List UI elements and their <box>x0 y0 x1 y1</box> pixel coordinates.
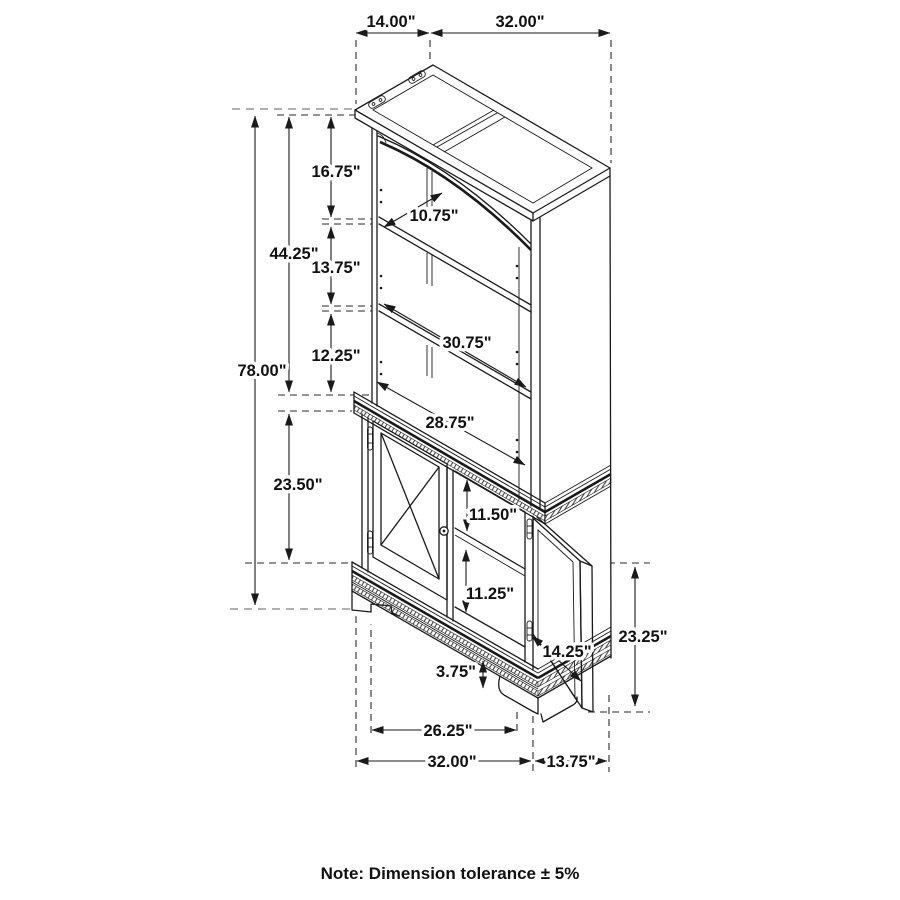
side-bracket-foot <box>541 697 577 722</box>
door-knob <box>440 527 448 535</box>
dim-label-overall-height: 78.00" <box>237 362 287 380</box>
dim-label-shelf-width: 30.75" <box>442 334 492 352</box>
dim-label-upper-opening: 16.75" <box>311 163 361 181</box>
dim-label-overall-width: 32.00" <box>427 753 477 771</box>
dim-label-base-top-width: 28.75" <box>425 414 475 432</box>
dim-label-door-width: 14.25" <box>542 643 592 661</box>
dim-label-middle-shelf: 13.75" <box>311 259 361 277</box>
dim-label-shelf-depth: 10.75" <box>409 207 459 225</box>
dim-label-top-width: 32.00" <box>495 13 545 31</box>
dim-label-hutch-height: 44.25" <box>269 245 319 263</box>
dim-label-top-depth: 14.00" <box>366 13 416 31</box>
dim-label-lower-spacing: 11.25" <box>465 585 515 603</box>
dim-label-door-projection: 13.75" <box>546 753 596 771</box>
dim-label-door-height: 23.25" <box>618 628 668 646</box>
dim-label-base-height: 23.50" <box>273 476 323 494</box>
dim-label-lower-shelf: 12.25" <box>311 347 361 365</box>
cabinet-fills <box>352 65 611 716</box>
dim-label-feet-inner-width: 26.25" <box>423 722 473 740</box>
dim-label-upper-spacing: 11.50" <box>468 506 518 524</box>
dim-label-plinth-height: 3.75" <box>436 663 476 681</box>
tolerance-note: Note: Dimension tolerance ± 5% <box>320 864 580 883</box>
